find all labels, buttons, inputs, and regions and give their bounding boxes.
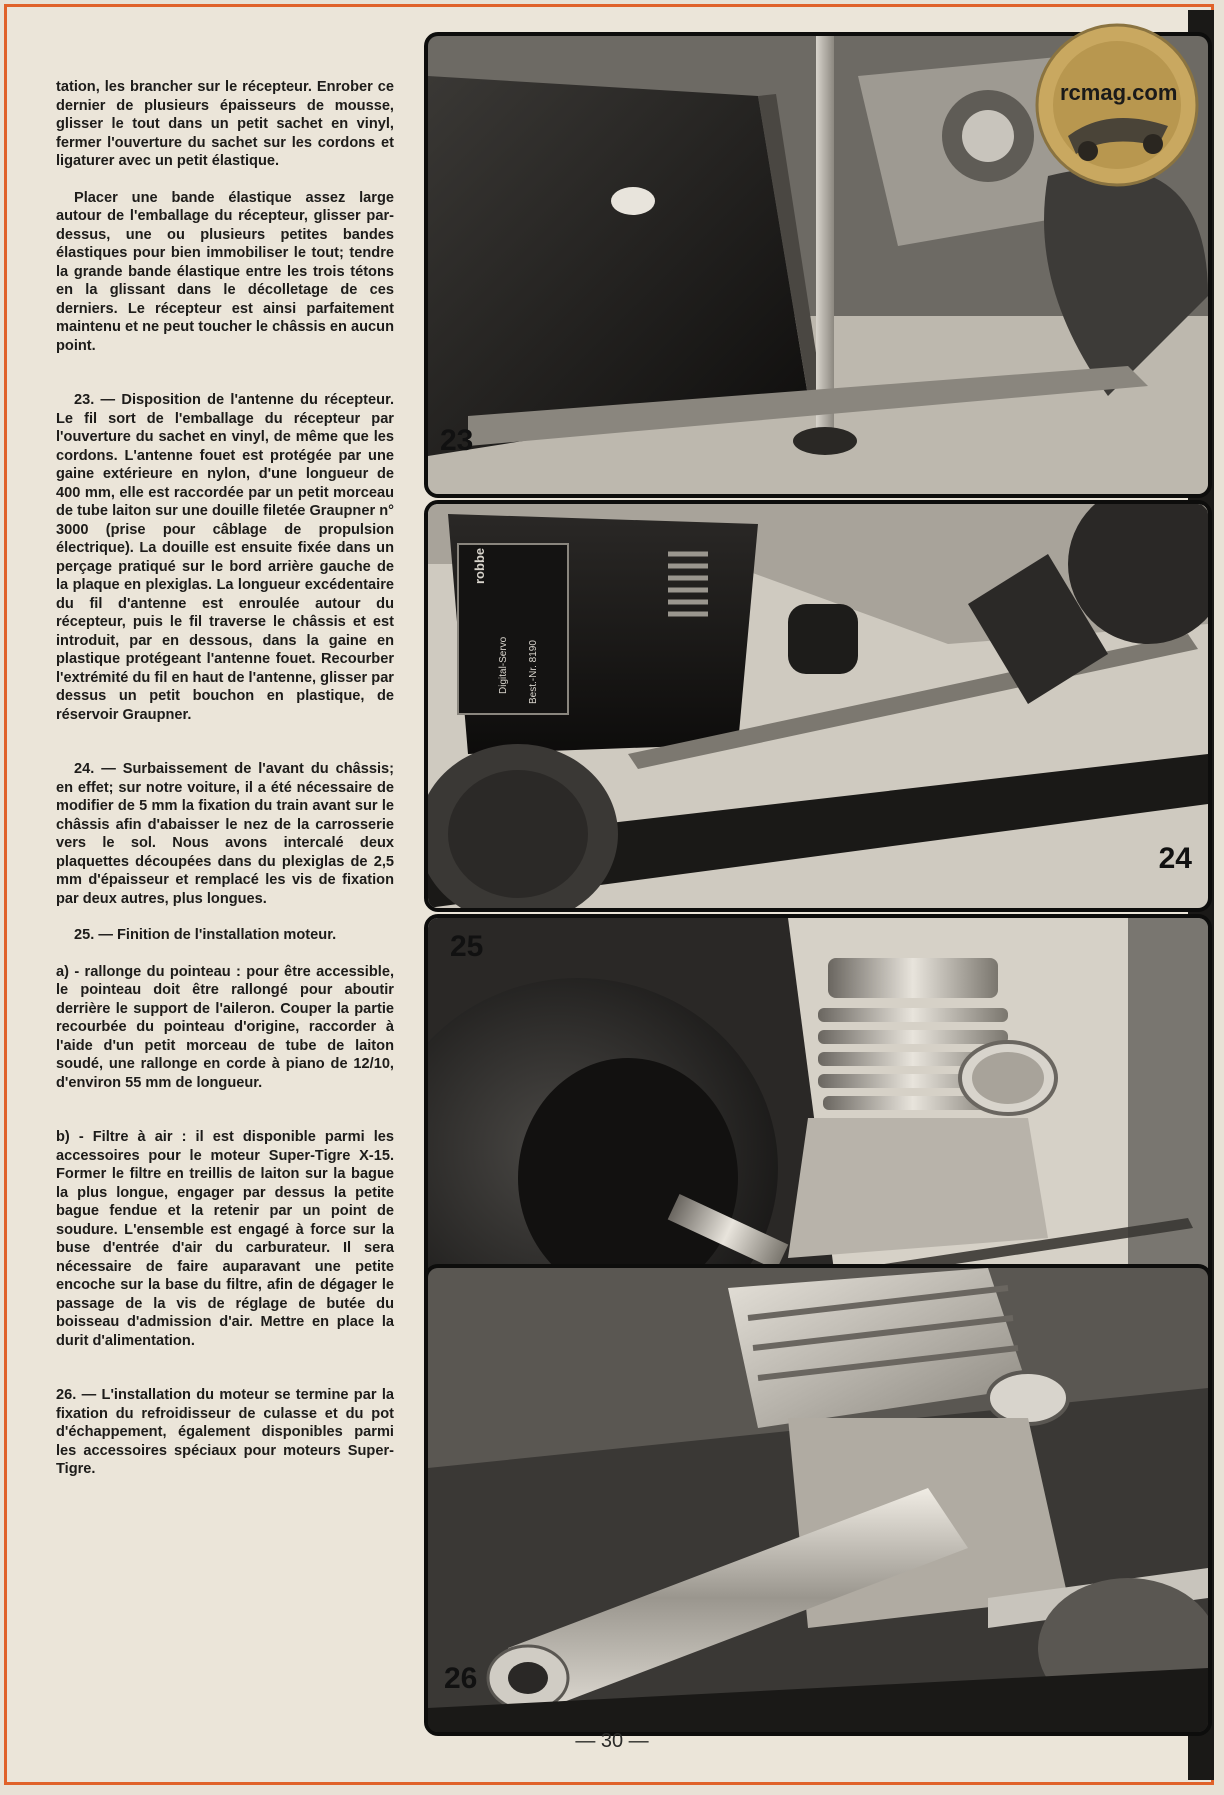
photo-24-image — [428, 504, 1208, 908]
photo-25-number: 25 — [450, 930, 484, 963]
photo-26 — [424, 1264, 1212, 1736]
servo-brand-label: robbe — [472, 547, 487, 584]
servo-order-number-label: Best.-Nr. 8190 — [528, 640, 539, 704]
paragraph-receiver-wrapping: tation, les brancher sur le récepteur. Enrober ce dernier de plusieurs épaisseurs de mousse, glisser le tout dans un petit sachet en vinyl, fermer l'ouverture du sachet sur les cordons et ligaturer avec un petit élastique. — [56, 79, 394, 169]
paragraph-step-24: 24. — Surbaissement de l'avant du châssis; en effet; sur notre voiture, il a été nécessaire de modifier de 5 mm la fixation du train avant sur le châssis afin d'abaisser le nez de la carrosserie vers le sol. Nous avons intercalé deux plaquettes découpées dans du plexiglas de 2,5 mm d'épaisseur et remplacé les vis de fixation par deux autres, plus longues. — [56, 761, 394, 907]
rcmag-logo-text: rcmag.com — [1060, 80, 1178, 105]
paragraph-step-25b: b) - Filtre à air : il est disponible parmi les accessoires pour le moteur Super-Tigre X-15. Former le filtre en treillis de laiton sur la bague la plus longue, engager par dessus la petite bague fendue et la retenir par un point de soudure. L'ensemble est engagé à force sur la buse d'entrée d'air du carburateur. Il sera nécessaire de faire auparavant une petite encoche sur la base du filtre, afin de dégager le passage de la vis de réglage de butée du boisseau d'admission d'air. Mettre en place la durit d'alimentation. — [56, 1129, 394, 1349]
paragraph-step-25a: a) - rallonge du pointeau : pour être accessible, le pointeau doit être rallongé pour aboutir derrière le support de l'aileron. Couper la partie recourbée du pointeau d'origine, raccorder à l'aide d'un petit morceau de tube de laiton soudé, une rallonge en corde à piano de 12/10, d'environ 55 mm de longueur. — [56, 963, 394, 1091]
page-number: — 30 — — [575, 1730, 649, 1752]
paragraph-step-26: 26. — L'installation du moteur se termine par la fixation du refroidisseur de culasse et du pot d'échappement, également disponibles parmi les accessoires spéciaux pour moteurs Super-Tigre. — [56, 1387, 394, 1477]
servo-model-label: Digital-Servo — [498, 636, 509, 694]
photo-24 — [424, 500, 1212, 912]
article-text-column — [56, 78, 394, 1497]
photo-26-image — [428, 1268, 1208, 1732]
paragraph-step-23: 23. — Disposition de l'antenne du récepteur. Le fil sort de l'emballage du récepteur par l'ouverture du sachet en vinyl, de même que les cordons. L'antenne fouet est protégée par une gaine extérieure en nylon, d'une longueur de 400 mm, elle est raccordée par un petit morceau de tube laiton sur une douille filetée Graupner n° 3000 (prise pour câblage de propulsion électrique). La douille est ensuite fixée dans un perçage pratiqué sur le bord arrière gauche de la plaque en plexiglas. La longueur excédentaire du fil d'antenne est enroulée autour du récepteur, puis le fil traverse le châssis et est introduit, par en dessous, dans la gaine en plastique protégeant l'antenne fouet. Recourber l'extrémité du fil en haut de l'antenne, glisser par dessus un petit bouchon en plastique, de réservoir Graupner. — [56, 392, 394, 723]
paragraph-step-25-heading: 25. — Finition de l'installation moteur. — [74, 927, 337, 943]
photo-23-number: 23 — [440, 424, 474, 457]
photo-24-number: 24 — [1158, 842, 1192, 875]
photo-26-number: 26 — [444, 1662, 478, 1695]
paragraph-elastic-band: Placer une bande élastique assez large autour de l'emballage du récepteur, glisser par-dessus, une ou plusieurs petites bandes élastiques pour bien immobiliser le tout; tendre la grande bande élastique entre les trois tétons en la glissant dans le décolletage de ces derniers. Le récepteur est ainsi parfaitement maintenu et ne peut toucher le châssis en aucun point. — [56, 189, 394, 354]
